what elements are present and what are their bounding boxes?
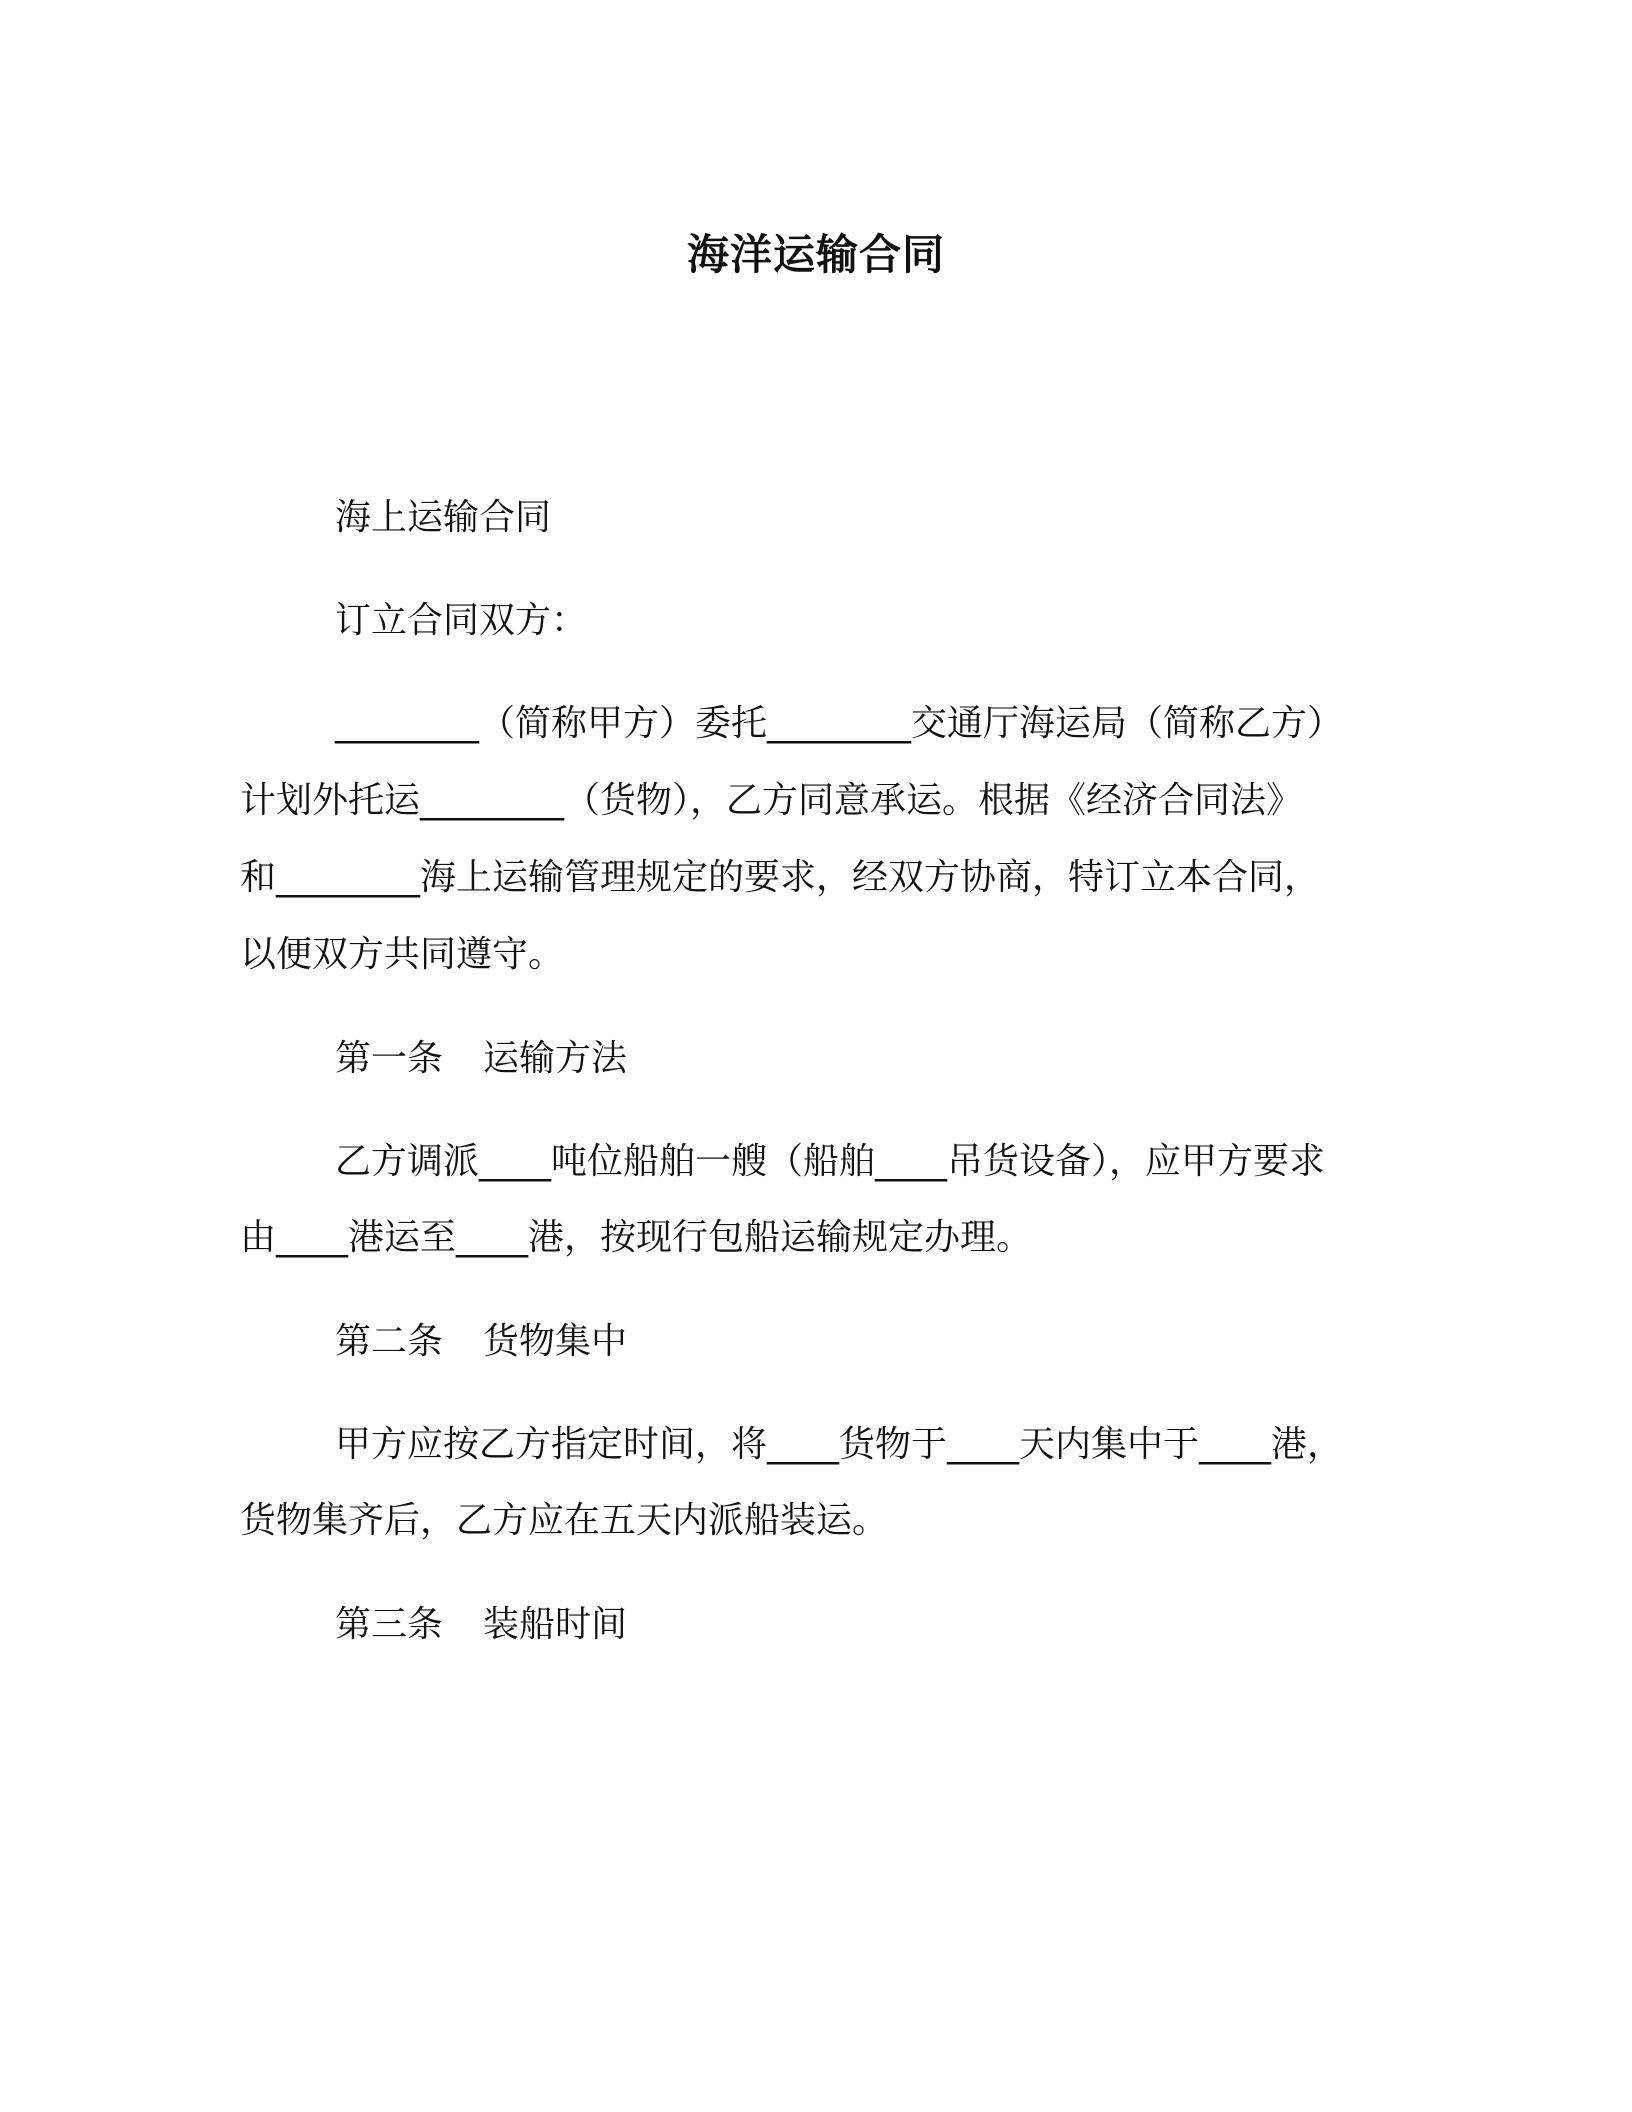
- article-text-line: 货物集齐后，乙方应在五天内派船装运。: [240, 1500, 889, 1541]
- article-number: 第三条: [335, 1604, 444, 1645]
- article-number: 第一条: [335, 1038, 444, 1079]
- intro-line: 以便双方共同遵守。: [240, 934, 565, 975]
- article-heading: [240, 1318, 1515, 1366]
- intro-line: ________（简称甲方）委托________交通厅海运局（简称乙方）: [335, 703, 1344, 744]
- contract-subtitle: 海上运输合同: [335, 497, 552, 538]
- article-title: 装船时间: [483, 1604, 628, 1645]
- article-title: 运输方法: [483, 1038, 628, 1079]
- article-title: 货物集中: [483, 1321, 628, 1362]
- article-heading: [240, 1035, 1515, 1083]
- intro-line: 计划外托运________（货物），乙方同意承运。根据《经济合同法》: [240, 780, 1303, 821]
- article-text-line: 乙方调派____吨位船舶一艘（船舶____吊货设备），应甲方要求: [335, 1141, 1326, 1182]
- article-number: 第二条: [335, 1321, 444, 1362]
- document-title: 海洋运输合同: [686, 230, 945, 279]
- article-text-line: 甲方应按乙方指定时间，将____货物于____天内集中于____港，: [335, 1424, 1344, 1465]
- parties-label: 订立合同双方：: [335, 600, 588, 641]
- article-heading: [240, 1601, 1515, 1649]
- intro-line: 和________海上运输管理规定的要求，经双方协商，特订立本合同，: [240, 857, 1321, 898]
- article-text-line: 由____港运至____港，按现行包船运输规定办理。: [240, 1217, 1033, 1258]
